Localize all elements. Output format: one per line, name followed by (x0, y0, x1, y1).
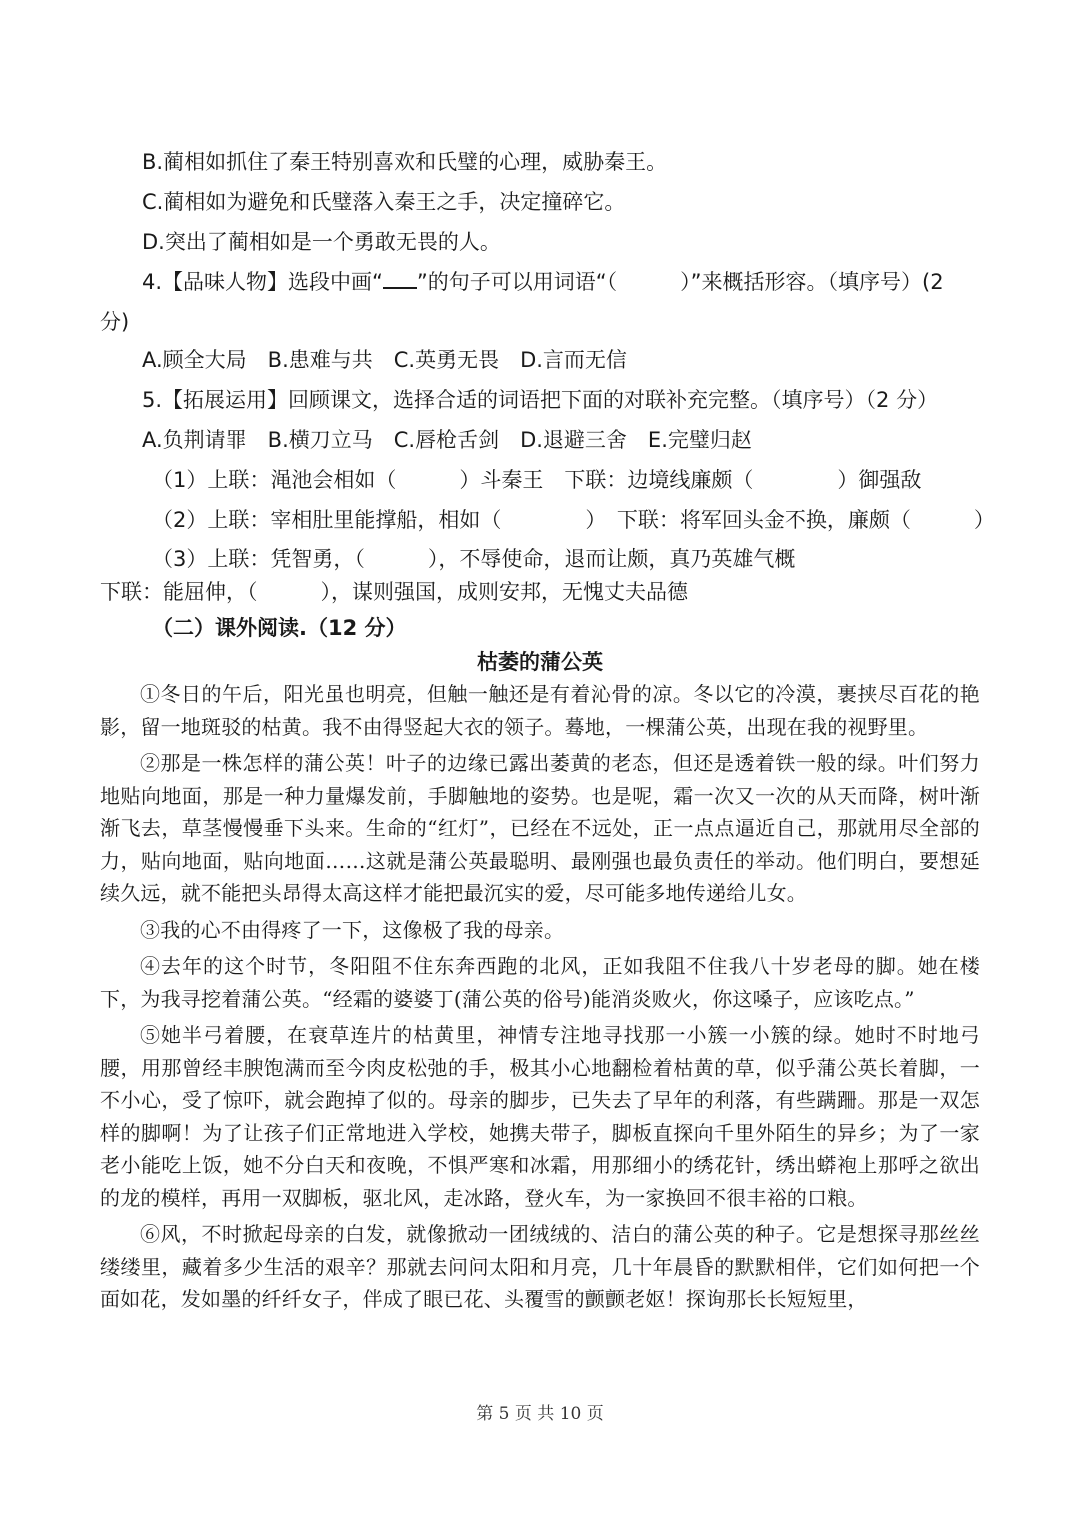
q5-item-1: （1）上联：渑池会相如（ ）斗秦王 下联：边境线廉颇（ ）御强敌 (152, 468, 922, 492)
q3-option-c: C.蔺相如为避免和氏璧落入秦王之手，决定撞碎它。 (142, 190, 626, 214)
section-heading: （二）课外阅读.（12 分） (152, 616, 407, 640)
q3-option-d: D.突出了蔺相如是一个勇敢无畏的人。 (142, 230, 501, 254)
passage-body (100, 678, 980, 1316)
q5-item-3: （3）上联：凭智勇，（ ），不辱使命，退而让颇，真乃英雄气概 (152, 547, 796, 571)
passage-paragraph-1: ①冬日的午后，阳光虽也明亮，但触一触还是有着沁骨的凉。冬以它的冷漠，裹挟尽百花的艳影，留一地斑驳的枯黄。我不由得竖起大衣的领子。蓦地，一棵蒲公英，出现在我的视野里。 (100, 682, 980, 739)
q5-options: A.负荆请罪 B.横刀立马 C.唇枪舌剑 D.退避三舍 E.完璧归赵 (142, 428, 752, 452)
passage-paragraph-4: ④去年的这个时节，冬阳阻不住东奔西跑的北风，正如我阻不住我八十岁老母的脚。她在楼下，为我寻挖着蒲公英。“经霜的婆婆丁(蒲公英的俗号)能消炎败火，你这嗓子，应该吃点。” (100, 954, 980, 1011)
passage-paragraph-6: ⑥风，不时掀起母亲的白发，就像掀动一团绒绒的、洁白的蒲公英的种子。它是想探寻那丝丝缕缕里，藏着多少生活的艰辛？那就去问问太阳和月亮，几十年晨昏的默默相伴，它们如何把一个面如花，发如墨的纤纤女子，伴成了眼已花、头覆雪的颤颤老妪！探询那长长短短里， (100, 1222, 980, 1311)
q5-item-2: （2）上联：宰相肚里能撑船，相如（ ） 下联：将军回头金不换，廉颇（ ） (152, 508, 995, 532)
passage-paragraph-3: ③我的心不由得疼了一下，这像极了我的母亲。 (140, 917, 565, 942)
q4-stem (142, 268, 944, 296)
q4-stem-wrap: 分) (100, 310, 130, 334)
q4-options: A.顾全大局 B.患难与共 C.英勇无畏 D.言而无信 (142, 348, 627, 372)
q4-stem-suffix: ”的句子可以用词语“（ ）”来概括形容。（填序号）(2 (416, 270, 944, 294)
q5-item-3-lower: 下联：能屈伸，（ ），谋则强国，成则安邦，无愧丈夫品德 (100, 580, 688, 604)
q5-stem: 5.【拓展运用】回顾课文，选择合适的词语把下面的对联补充完整。（填序号）（2 分） (142, 388, 939, 412)
passage-paragraph-2: ②那是一株怎样的蒲公英！叶子的边缘已露出萎黄的老态，但还是透着铁一般的绿。叶们努力地贴向地面，那是一种力量爆发前，手脚触地的姿势。也是呢，霜一次又一次的从天而降，树叶渐渐飞去，草茎慢慢垂下头来。生命的“红灯”，已经在不远处，正一点点逼近自己，那就用尽全部的力，贴向地面，贴向地面……这就是蒲公英最聪明、最刚强也最负责任的举动。他们明白，要想延续久远，就不能把头昂得太高这样才能把最沉实的爱，尽可能多地传递给儿女。 (100, 751, 980, 905)
q3-option-b: B.蔺相如抓住了秦王特别喜欢和氏璧的心理，威胁秦王。 (142, 150, 668, 174)
passage-paragraph-5: ⑤她半弓着腰，在衰草连片的枯黄里，神情专注地寻找那一小簇一小簇的绿。她时不时地弓腰，用那曾经丰腴饱满而至今肉皮松弛的手，极其小心地翻检着枯黄的草，似乎蒲公英长着脚，一不小心，受了惊吓，就会跑掉了似的。母亲的脚步，已失去了早年的利落，有些蹒跚。那是一双怎样的脚啊！为了让孩子们正常地进入学校，她携夫带子，脚板直探向千里外陌生的异乡；为了一家老小能吃上饭，她不分白天和夜晚，不惧严寒和冰霜，用那细小的绣花针，绣出蟒袍上那呼之欲出的龙的模样，再用一双脚板，驱北风，走冰路，登火车，为一家换回不很丰裕的口粮。 (100, 1023, 980, 1210)
q4-stem-prefix: 4.【品味人物】选段中画“ (142, 270, 383, 294)
passage-title: 枯萎的蒲公英 (477, 650, 603, 674)
page-number-footer: 第 5 页 共 10 页 (476, 1404, 604, 1424)
underline-blank (383, 271, 417, 289)
